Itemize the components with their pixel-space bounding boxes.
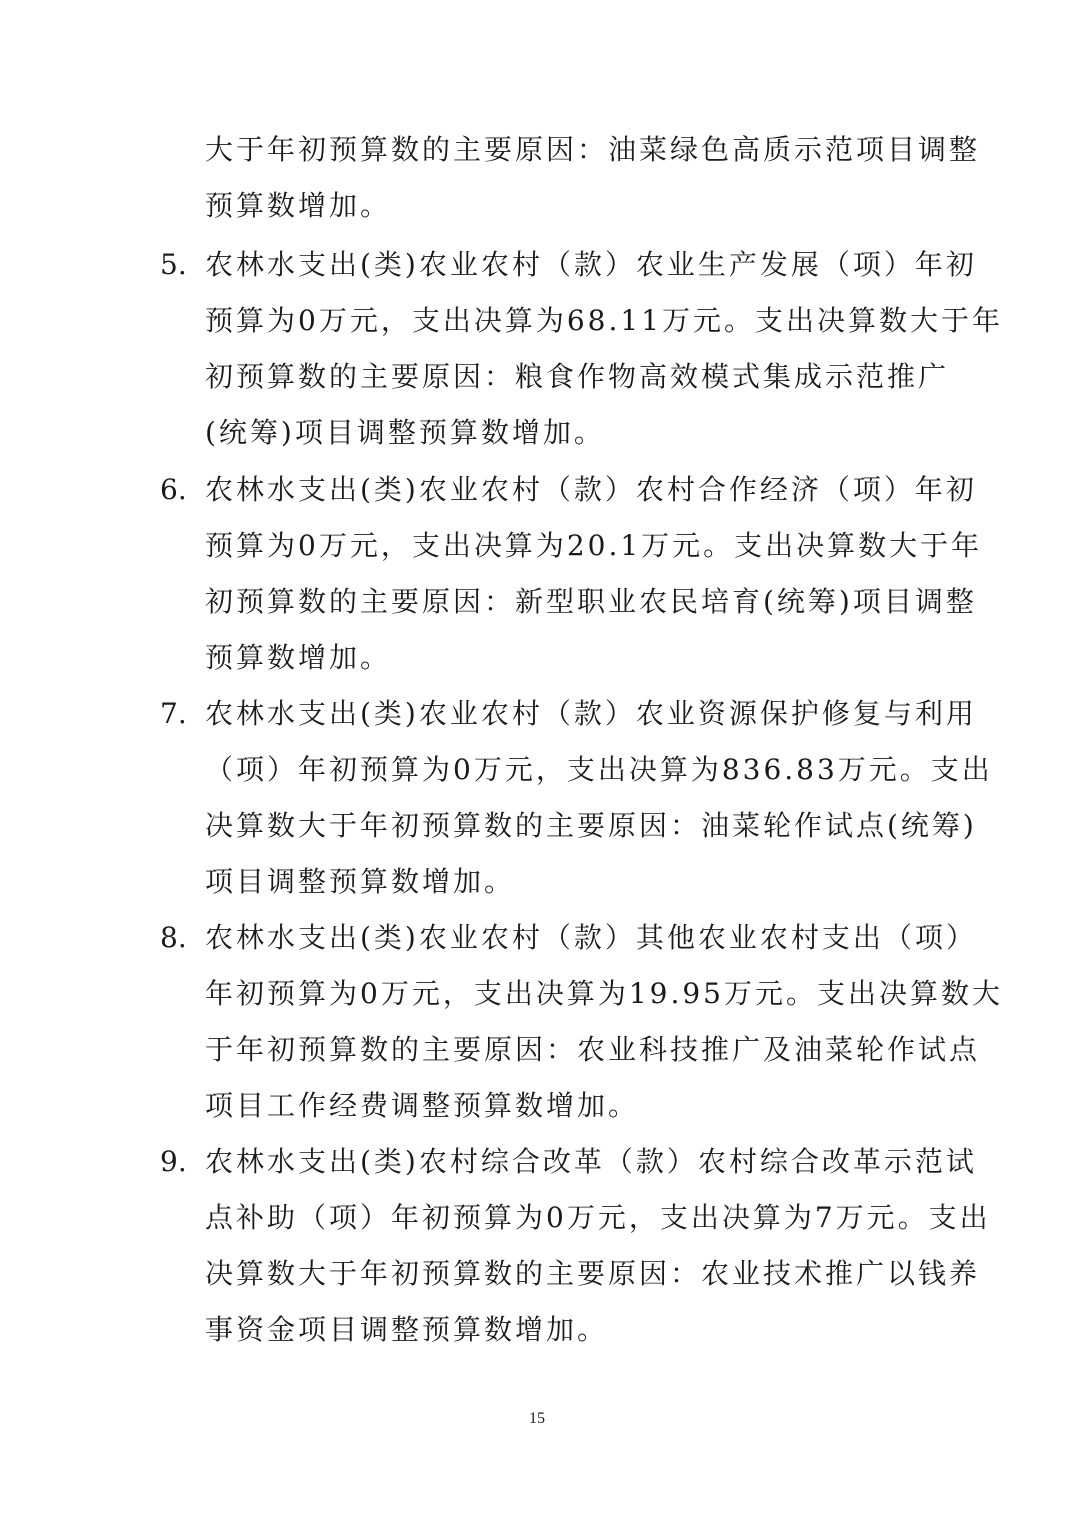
item-6-line-3: 初预算数的主要原因：新型职业农民培育(统筹)项目调整: [205, 585, 977, 618]
item-7-line-4: 项目调整预算数增加。: [205, 865, 516, 898]
item-9-line-2: 点补助（项）年初预算为0万元，支出决算为7万元。支出: [205, 1201, 991, 1234]
item-9-line-4: 事资金项目调整预算数增加。: [205, 1313, 609, 1346]
continuation-line-1: 大于年初预算数的主要原因：油菜绿色高质示范项目调整: [205, 133, 981, 166]
item-6-line-4: 预算数增加。: [205, 641, 392, 674]
item-5-line-1: 农林水支出(类)农业农村（款）农业生产发展（项）年初: [205, 248, 977, 281]
item-5-line-2: 预算为0万元，支出决算为68.11万元。支出决算数大于年: [205, 304, 1003, 337]
item-7-line-1: 农林水支出(类)农业农村（款）农业资源保护修复与利用: [205, 697, 977, 730]
item-8-line-2: 年初预算为0万元，支出决算为19.95万元。支出决算数大: [205, 977, 1003, 1010]
item-5-line-4: (统筹)项目调整预算数增加。: [205, 416, 605, 449]
continuation-line-2: 预算数增加。: [205, 189, 392, 222]
item-7-number: 7.: [160, 697, 187, 730]
item-9-line-3: 决算数大于年初预算数的主要原因：农业技术推广以钱养: [205, 1257, 981, 1290]
item-6-line-2: 预算为0万元，支出决算为20.1万元。支出决算数大于年: [205, 529, 983, 562]
item-8-line-3: 于年初预算数的主要原因：农业科技推广及油菜轮作试点: [205, 1033, 981, 1066]
item-6-number: 6.: [160, 473, 187, 506]
item-8-line-1: 农林水支出(类)农业农村（款）其他农业农村支出（项）: [205, 921, 977, 954]
item-8-number: 8.: [160, 921, 187, 954]
item-6-line-1: 农林水支出(类)农业农村（款）农村合作经济（项）年初: [205, 473, 977, 506]
item-7-line-2: （项）年初预算为0万元，支出决算为836.83万元。支出: [205, 753, 993, 786]
item-7-line-3: 决算数大于年初预算数的主要原因：油菜轮作试点(统筹): [205, 809, 977, 842]
item-5-number: 5.: [160, 248, 187, 281]
item-8-line-4: 项目工作经费调整预算数增加。: [205, 1089, 640, 1122]
item-9-line-1: 农林水支出(类)农村综合改革（款）农村综合改革示范试: [205, 1145, 977, 1178]
item-5-line-3: 初预算数的主要原因：粮食作物高效模式集成示范推广: [205, 360, 950, 393]
page-number: 15: [529, 1410, 545, 1427]
item-9-number: 9.: [160, 1145, 187, 1178]
